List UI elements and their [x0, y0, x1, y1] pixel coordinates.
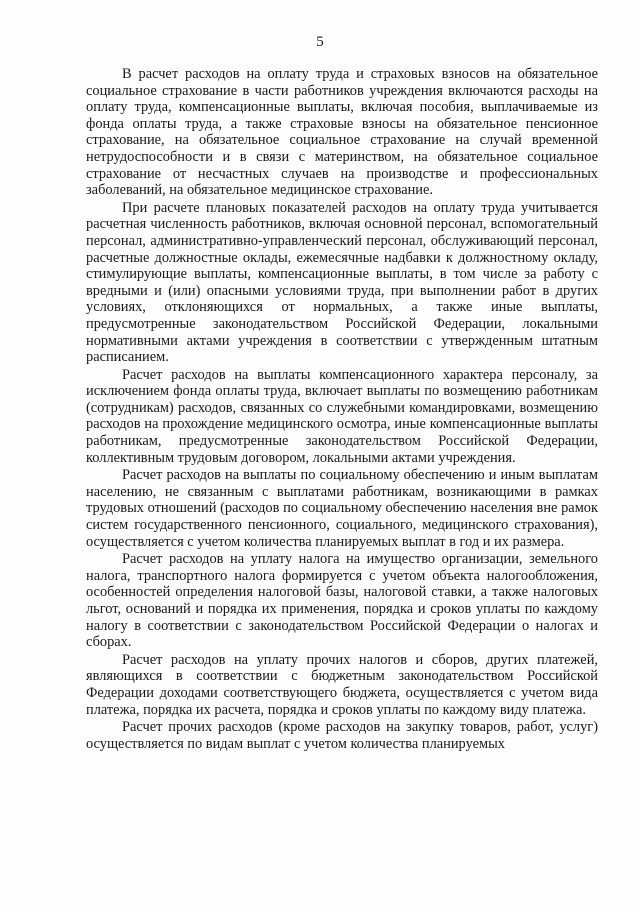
paragraph-salary-planning: При расчете плановых показателей расходов на оплату труда учитывается расчетная численность работников, включая основной персонал, вспомогательный персонал, административно-управленческий персонал, обслуживающий персонал, расчетные должностные оклады, ежемесячные надбавки к должностному окладу, стимулирующие выплаты, компенсационные выплаты, в том числе за работу с вредными и (или) опасными условиями труда, при выполнении работ в других условиях, отклоняющихся от нормальных, а также иные выплаты, предусмотренные законодательством Российской Федерации, локальными нормативными актами учреждения в соответствии с утвержденным штатным расписанием.: [86, 199, 598, 366]
document-body: [86, 66, 598, 752]
paragraph-property-tax: Расчет расходов на уплату налога на имущество организации, земельного налога, транспортного налога формируется с учетом объекта налогообложения, особенностей определения налоговой базы, налоговой ставки, а также налоговых льгот, оснований и порядка их применения, порядка и сроков уплаты по каждому налогу в соответствии с законодательством Российской Федерации о налогах и сборах.: [86, 551, 598, 651]
paragraph-social-security: Расчет расходов на выплаты по социальному обеспечению и иным выплатам населению, не связанным с выплатами работникам, возникающими в рамках трудовых отношений (расходов по социальному обеспечению населения вне рамок систем государственного пенсионного, социального, медицинского страхования), осуществляется с учетом количества планируемых выплат в год и их размера.: [86, 467, 598, 550]
paragraph-insurance-contributions: В расчет расходов на оплату труда и страховых взносов на обязательное социальное страхование в части работников учреждения включаются расходы на оплату труда, компенсационные выплаты, включая пособия, выплачиваемые из фонда оплаты труда, а также страховые взносы на обязательное пенсионное страхование, на обязательное социальное страхование на случай временной нетрудоспособности и в связи с материнством, на обязательное социальное страхование от несчастных случаев на производстве и профессиональных заболеваний, на обязательное медицинское страхование.: [86, 66, 598, 199]
paragraph-other-taxes: Расчет расходов на уплату прочих налогов и сборов, других платежей, являющихся в соответствии с бюджетным законодательством Российской Федерации доходами соответствующего бюджета, осуществляется с учетом вида платежа, порядка их расчета, порядка и сроков уплаты по каждому виду платежа.: [86, 651, 598, 718]
paragraph-other-expenses: Расчет прочих расходов (кроме расходов на закупку товаров, работ, услуг) осуществляется по видам выплат с учетом количества планируемых: [86, 719, 598, 752]
paragraph-compensation-payments: Расчет расходов на выплаты компенсационного характера персоналу, за исключением фонда оплаты труда, включает выплаты по возмещению работникам (сотрудникам) расходов, связанных со служебными командировками, возмещению расходов на прохождение медицинского осмотра, иные компенсационные выплаты работникам, предусмотренные законодательством Российской Федерации, коллективным трудовым договором, локальными актами учреждения.: [86, 366, 598, 466]
page-number: 5: [316, 34, 324, 50]
